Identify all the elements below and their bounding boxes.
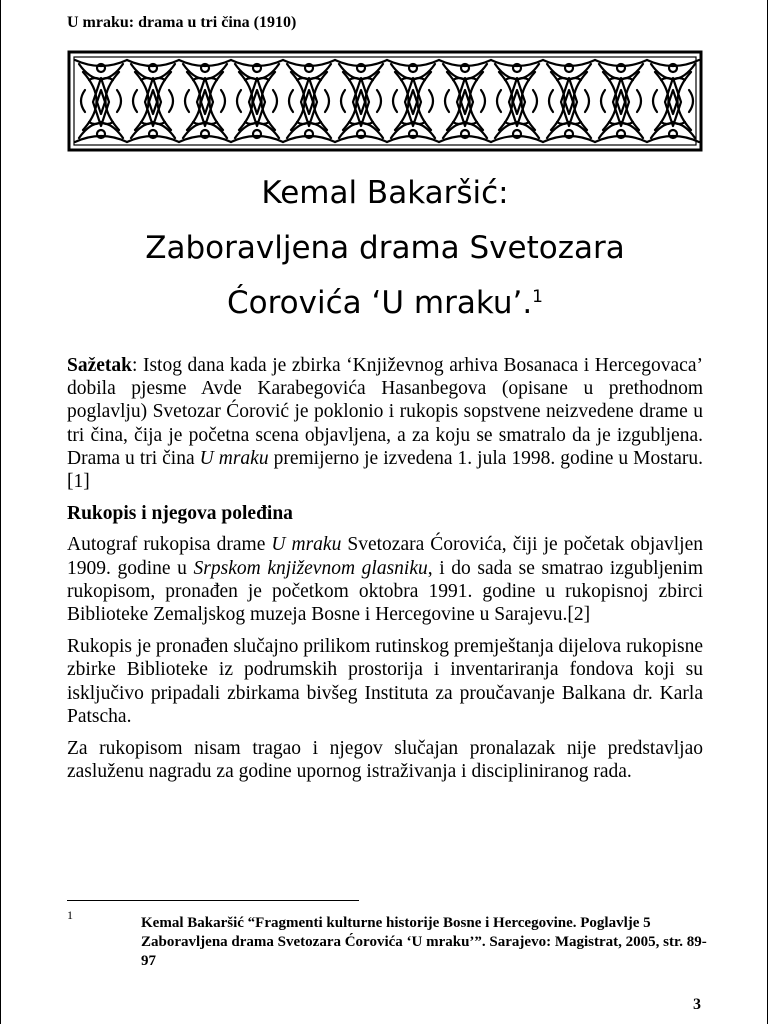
title-line-2: Zaboravljena drama Svetozara [145, 230, 625, 266]
abstract-text-a: : Istog dana kada je zbirka ‘Književnog arhiva Bosanaca i Hercegovaca’ dobila pjesme Avde Karabegovića Hasanbegova (opisane u prethodnom poglavlju) Svetozar Ćorović je poklonio i rukopis sopstvene neizvedene drame u tri čina, čija je početna scena objavljena, a za koju se smatralo da je izgubljena. Drama u tri čina [67, 355, 703, 469]
p1-text-b: Svetozara Ćorovića, čiji je početak objavljen 1909. godine u [67, 534, 703, 579]
footnote-divider [67, 900, 359, 901]
abstract-text-b: premijerno je izvedena 1. jula 1998. godine u Mostaru.[1] [67, 447, 703, 493]
p1-text-c: , i do sada se smatrao izgubljenim rukopisom, pronađen je početkom oktobra 1991. godine u rukopisnoj zbirci Biblioteke Zemaljskog muzeja Bosne i Hercegovine u Sarajevu.[2] [67, 557, 704, 626]
page-number: 3 [693, 996, 701, 1013]
paragraph-1 [67, 533, 703, 626]
running-header: U mraku: drama u tri čina (1910) [67, 14, 297, 31]
footnote-mark: 1 [67, 908, 73, 922]
title-line-3-text: Ćorovića ‘U mraku’. [226, 285, 533, 321]
p1-italic-1: U mraku [271, 534, 342, 556]
body-text [67, 354, 703, 792]
footnote-text: Kemal Bakaršić “Fragmenti kulturne historije Bosne i Hercegovine. Poglavlje 5 Zaboravljena drama Svetozara Ćorovića ‘U mraku’”. Sarajevo: Magistrat, 2005, str. 89-97 [141, 915, 707, 969]
paragraph-3: Za rukopisom nisam tragao i njegov slučajan pronalazak nije predstavljao zasluženu nagradu za godine upornog istraživanja i discipliniranog rada. [67, 738, 703, 783]
chapter-title [67, 166, 703, 331]
abstract-label: Sažetak [67, 355, 132, 376]
section-heading: Rukopis i njegova poleđina [67, 503, 293, 525]
title-line-1: Kemal Bakaršić: [261, 175, 509, 211]
paragraph-2: Rukopis je pronađen slučajno prilikom rutinskog premještanja dijelova rukopisne zbirke Biblioteke iz podrumskih prostorija i inventariranja fondova koji su isključivo pripadali zbirkama bivšeg Instituta za proučavanje Balkana dr. Karla Patscha. [67, 636, 703, 727]
abstract-paragraph [67, 354, 703, 493]
p1-text-a: Autograf rukopisa drame [67, 534, 272, 556]
p1-italic-2: Srpskom književnom glasniku [193, 557, 428, 579]
title-line-3 [67, 276, 703, 331]
title-footnote-ref[interactable]: 1 [532, 287, 543, 307]
interlace-ornament-icon [67, 50, 703, 152]
abstract-italic: U mraku [199, 447, 269, 469]
